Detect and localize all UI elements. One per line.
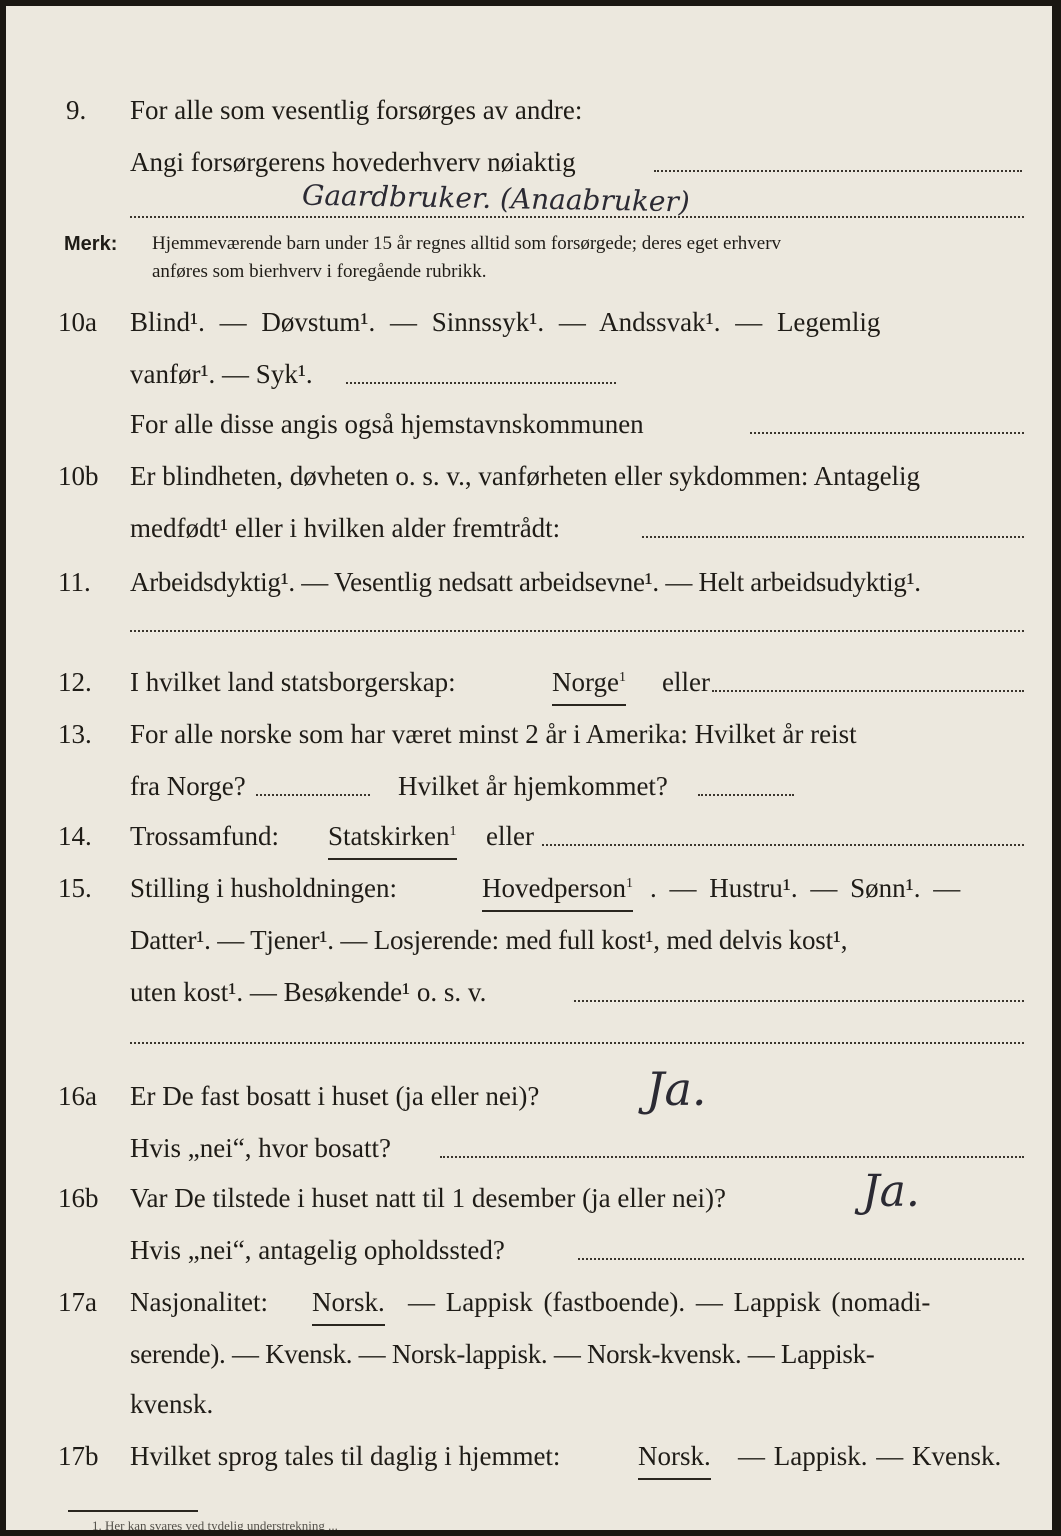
question-10a-line-1 [58,302,1024,342]
question-text: Blind¹. — Døvstum¹. — Sinnssyk¹. — Andssvak¹. — Legemlig [130,307,881,337]
question-number: 13. [58,719,92,749]
question-14 [58,816,1024,856]
answer-field[interactable] [440,1156,1024,1158]
question-text: Hvilket sprog tales til daglig i hjemmet: [130,1441,561,1471]
question-15-line-1 [58,868,1024,908]
selected-option: Norsk. [312,1282,385,1326]
answer-field[interactable] [642,536,1024,538]
question-number: 17b [58,1441,99,1471]
note-text: anføres som bierhverv i foregående rubrikk. [152,261,487,282]
question-text: Hvis „nei“, hvor bosatt? [130,1133,391,1163]
question-16a-line-2 [58,1128,1024,1168]
question-17a-line-2 [58,1334,1024,1374]
question-text: . — Hustru¹. — Sønn¹. — [650,873,961,903]
question-text: eller [486,821,534,851]
question-16b-line-2 [58,1230,1024,1270]
question-number: 16a [58,1081,97,1111]
question-text: eller [662,667,710,697]
selected-option: Hovedperson$^1$ [482,868,633,912]
answer-field[interactable] [130,1042,1024,1044]
question-text: — Lappisk. — Kvensk. [738,1441,1002,1471]
question-text: Er blindheten, døvheten o. s. v., vanførheten eller sykdommen: Antagelig [130,461,921,491]
question-17b [58,1436,1024,1476]
note-text: Hjemmeværende barn under 15 år regnes alltid som forsørgede; deres eget erhverv [152,233,782,254]
option-label: Statskirken [328,821,450,851]
answer-field[interactable] [256,794,370,796]
question-text: Arbeidsdyktig¹. — Vesentlig nedsatt arbeidsevne¹. — Helt arbeidsudyktig¹. [130,567,921,597]
question-text: vanfør¹. — Syk¹. [130,359,313,389]
question-number: 15. [58,873,92,903]
question-text: Var De tilstede i huset natt til 1 desember (ja eller nei)? [130,1183,727,1213]
handwritten-answer: Ja. [646,1062,707,1116]
question-17a-line-3 [58,1384,1024,1424]
footnote-text: 1. Her kan svares ved tydelig understrekning ... [92,1518,338,1533]
question-text: Nasjonalitet: [130,1287,268,1317]
handwritten-answer: Ja. [862,1166,920,1217]
question-number: 14. [58,821,92,851]
question-16a-line-1 [58,1076,1024,1116]
question-number: 10a [58,307,97,337]
question-text: Hvis „nei“, antagelig opholdssted? [130,1235,505,1265]
question-text: Trossamfund: [130,821,280,851]
question-number: 12. [58,667,92,697]
question-text: Hvilket år hjemkommet? [398,771,668,801]
question-text: medfødt¹ eller i hvilken alder fremtrådt: [130,513,561,543]
question-9-line-1 [64,90,1024,130]
selected-option: Norge$^1$ [552,662,626,706]
question-10a-line-2 [58,354,1024,394]
answer-field[interactable] [346,382,616,384]
paper-sheet [6,6,1052,1533]
question-13-line-1 [58,714,1024,754]
question-13-line-2 [58,766,1024,806]
note-label: Merk: [64,233,118,255]
answer-field[interactable] [698,794,794,796]
question-10b-line-1 [58,456,1024,496]
question-text: serende). — Kvensk. — Norsk-lappisk. — Norsk-kvensk. — Lappisk- [130,1339,875,1369]
answer-field[interactable] [654,170,1022,172]
question-text: fra Norge? [130,771,246,801]
answer-field[interactable] [750,432,1024,434]
question-15-line-2 [58,920,1024,960]
question-number: 9. [66,95,87,125]
question-10a-line-3 [58,404,1024,444]
question-text: uten kost¹. — Besøkende¹ o. s. v. [130,977,487,1007]
note-block [64,230,1024,286]
question-number: 17a [58,1287,97,1317]
handwritten-answer: Gaardbruker. (Anaabruker) [301,178,691,219]
answer-field[interactable] [578,1258,1024,1260]
question-9-line-2 [64,142,1024,182]
selected-option: Statskirken$^1$ [328,816,457,860]
selected-option: Norsk. [638,1436,711,1480]
question-text: For alle norske som har været minst 2 år i Amerika: Hvilket år reist [130,719,857,749]
question-number: 10b [58,461,99,491]
question-number: 11. [58,567,91,597]
question-10b-line-2 [58,508,1024,548]
question-text: Er De fast bosatt i huset (ja eller nei)? [130,1081,540,1111]
option-label: Norge [552,667,619,697]
answer-field[interactable] [130,216,1024,218]
question-text: — Lappisk (fastboende). — Lappisk (nomadi- [408,1287,931,1317]
question-text: For alle som vesentlig forsørges av andre: [130,95,583,125]
question-text: Stilling i husholdningen: [130,873,398,903]
question-text: I hvilket land statsborgerskap: [130,667,456,697]
question-number: 16b [58,1183,99,1213]
question-15-line-3 [58,972,1024,1012]
footnote-rule [68,1510,198,1512]
answer-field[interactable] [712,690,1024,692]
question-text: Datter¹. — Tjener¹. — Losjerende: med full kost¹, med delvis kost¹, [130,925,848,955]
answer-field[interactable] [542,844,1024,846]
option-label: Hovedperson [482,873,626,903]
question-17a-line-1 [58,1282,1024,1322]
answer-field[interactable] [574,1000,1024,1002]
question-text: Angi forsørgerens hovederhverv nøiaktig [130,147,576,177]
answer-field[interactable] [130,630,1024,632]
question-text: kvensk. [130,1389,214,1419]
question-text: For alle disse angis også hjemstavnskommunen [130,409,644,439]
question-11 [58,562,1024,602]
question-12 [58,662,1024,702]
